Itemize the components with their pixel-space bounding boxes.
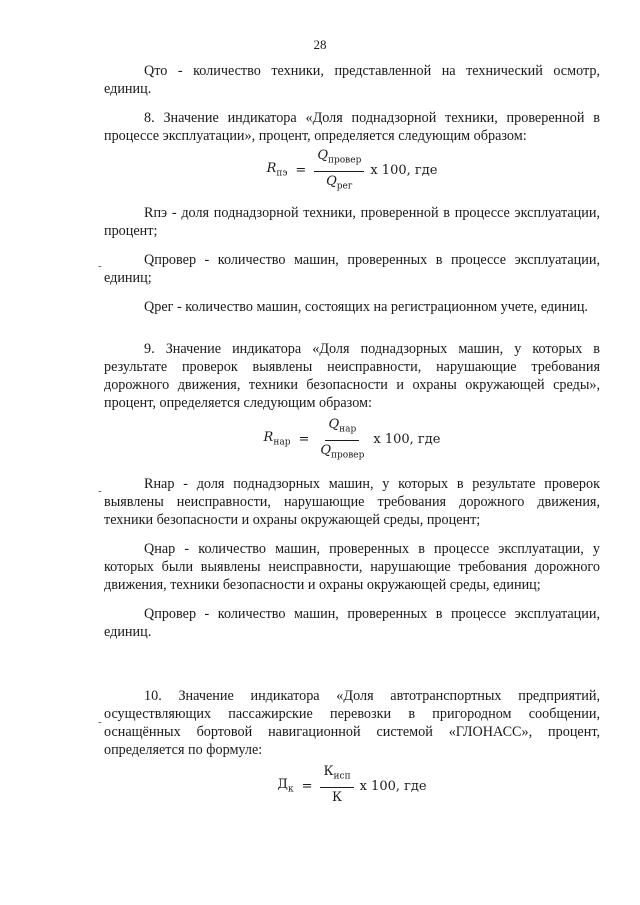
equals-sign: = [301,779,313,794]
paragraph-qto: Qто - количество техники, представленной на технический осмотр, единиц. [104,63,600,97]
page-number: 28 [313,37,327,52]
formula-tail: x 100, где [359,779,427,794]
equals-sign: = [298,432,310,447]
denominator: $Q_{провер}$ [320,442,365,461]
paragraph-indicator-9: 9. Значение индикатора «Доля поднадзорных машин, у которых в результате проверок выявлены неисправности, нарушающие требования дорожного движения, техники безопасности и охраны окружающей среды», процент, определяется следующим образом: [104,341,600,411]
paragraph-rnar: Rнар - доля поднадзорных машин, у которых в результате проверок выявлены неисправности, нарушающие требования дорожного движения, техники безопасности и охраны окружающей среды, процент; [104,476,600,528]
equals-sign: = [295,163,307,178]
paragraph-qreg: Qрег - количество машин, состоящих на регистрационном учете, единиц. [144,299,588,315]
formula-rpe [104,148,600,194]
margin-mark: - [98,260,102,272]
numerator: $Q_{нар}$ [325,417,359,441]
document-body [104,62,600,810]
denominator: К [331,789,343,805]
paragraph-indicator-10: 10. Значение индикатора «Доля автотранспортных предприятий, осуществляющих пассажирские перевозки в пригородном сообщении, оснащённых бортовой навигационной системой «ГЛОНАСС», процент, определяется по формуле: [104,688,600,758]
paragraph-qprover-2: Qпровер - количество машин, проверенных в процессе эксплуатации, единиц. [104,606,600,640]
fraction [317,417,367,463]
paragraph-qprover: Qпровер - количество машин, проверенных в процессе эксплуатации, единиц; [104,252,600,286]
formula-tail: x 100, где [373,432,441,447]
margin-mark: - [98,485,102,497]
formula-rnar [104,417,600,463]
numerator: $Q_{провер}$ [314,148,364,172]
formula-dk [104,764,600,810]
formula-lhs: $Д_к$ [277,776,294,795]
paragraph-rpe: Rпэ - доля поднадзорной техники, проверенной в процессе эксплуатации, процент; [104,205,600,239]
fraction [314,148,364,194]
formula-lhs: $R_{нар}$ [263,429,291,448]
formula-tail: x 100, где [370,163,438,178]
paragraph-qnar: Qнар - количество машин, проверенных в процессе эксплуатации, у которых были выявлены неисправности, нарушающие требования дорожного движения, техники безопасности и охраны окружающей среды, единиц; [104,541,600,593]
numerator: $К_{исп}$ [320,764,353,788]
denominator: $Q_{рег}$ [326,173,353,192]
fraction [320,764,353,810]
formula-lhs: $R_{пэ}$ [266,160,288,179]
paragraph-indicator-8: 8. Значение индикатора «Доля поднадзорной техники, проверенной в процессе эксплуатации», процент, определяется следующим образом: [104,110,600,144]
margin-mark: - [98,716,102,728]
